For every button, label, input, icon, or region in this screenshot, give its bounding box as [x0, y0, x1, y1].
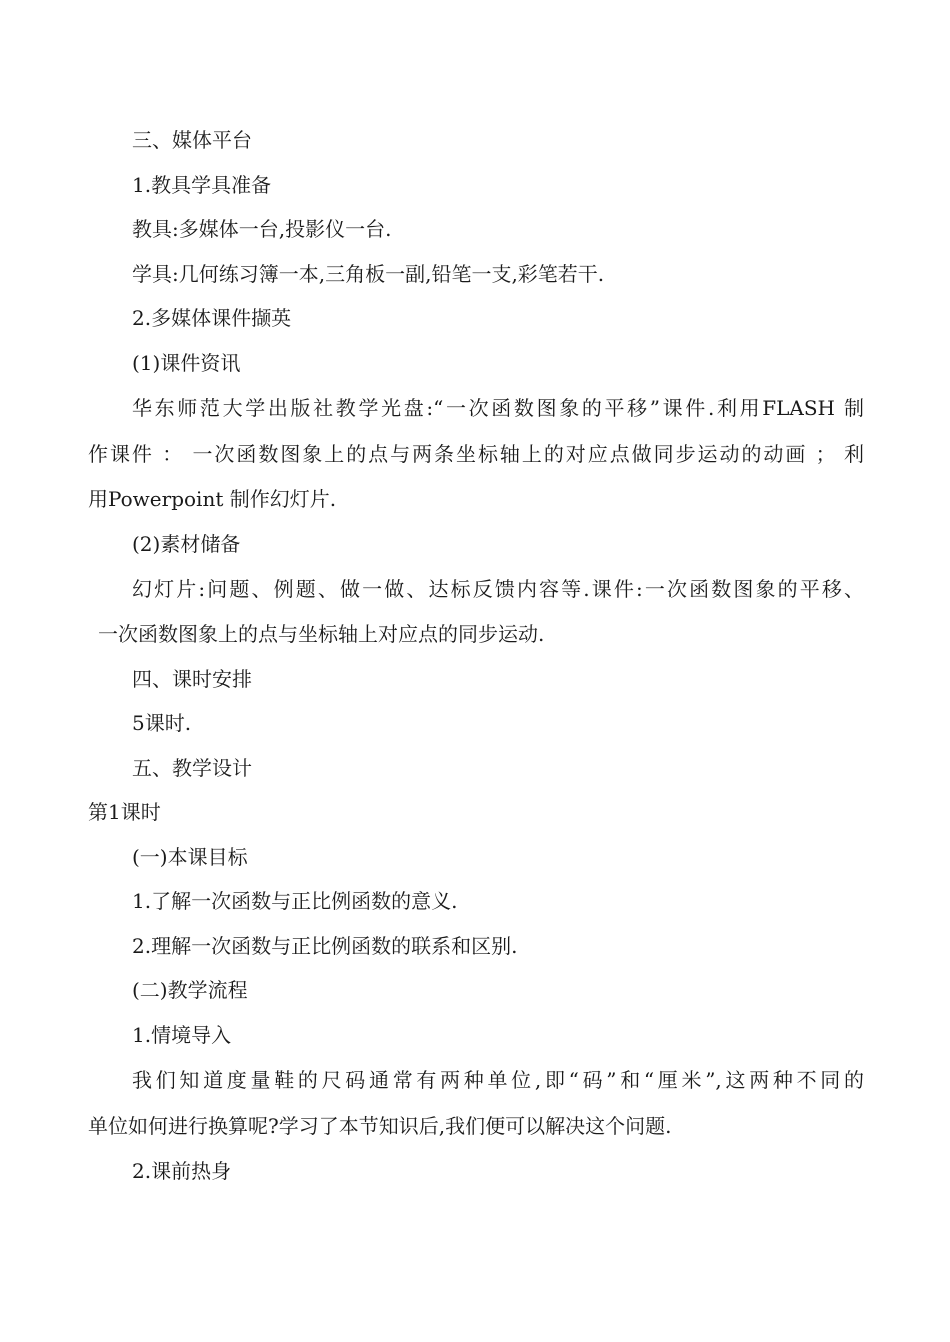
paragraph-materials-line-2: 一次函数图象上的点与坐标轴上对应点的同步运动. [98, 622, 545, 646]
lesson-heading-1: 第1课时 [88, 800, 161, 824]
paragraph-courseware-line-2: 作课件 ： 一次函数图象上的点与两条坐标轴上的对应点做同步运动的动画 ； 利 [88, 442, 864, 466]
subheading-lesson-goals: (一)本课目标 [132, 844, 248, 869]
subheading-materials: (2)素材储备 [132, 531, 241, 556]
subheading-warm-up: 2.课前热身 [132, 1159, 232, 1183]
document-body [88, 118, 864, 1194]
paragraph-intro-line-2: 单位如何进行换算呢?学习了本节知识后,我们便可以解决这个问题. [88, 1114, 672, 1138]
section-heading-schedule: 四、课时安排 [132, 666, 252, 691]
subheading-scenario-intro: 1.情境导入 [132, 1022, 232, 1047]
section-heading-teaching-design: 五、教学设计 [132, 755, 252, 780]
paragraph-materials-line-1: 幻灯片:问题、例题、做一做、达标反馈内容等.课件:一次函数图象的平移、 [132, 577, 864, 601]
paragraph-teacher-tools: 教具:多媒体一台,投影仪一台. [132, 217, 392, 241]
goal-item-1: 1.了解一次函数与正比例函数的意义. [132, 889, 458, 913]
goal-item-2: 2.理解一次函数与正比例函数的联系和区别. [132, 933, 518, 958]
paragraph-student-tools: 学具:几何练习簿一本,三角板一副,铅笔一支,彩笔若干. [132, 261, 605, 286]
subheading-teaching-process: (二)教学流程 [132, 978, 248, 1002]
section-heading-media-platform: 三、媒体平台 [132, 128, 252, 152]
subheading-teaching-aids: 1.教具学具准备 [132, 172, 272, 197]
subheading-multimedia-courseware: 2.多媒体课件撷英 [132, 306, 292, 330]
paragraph-intro-line-1: 我们知道度量鞋的尺码通常有两种单位,即“码”和“厘米”,这两种不同的 [132, 1068, 864, 1092]
paragraph-courseware-line-1: 华东师范大学出版社教学光盘:“一次函数图象的平移”课件.利用FLASH 制 [132, 396, 864, 420]
subheading-courseware-info: (1)课件资讯 [132, 350, 241, 375]
paragraph-courseware-line-3: 用Powerpoint 制作幻灯片. [88, 487, 337, 511]
paragraph-lesson-count: 5课时. [132, 711, 192, 735]
